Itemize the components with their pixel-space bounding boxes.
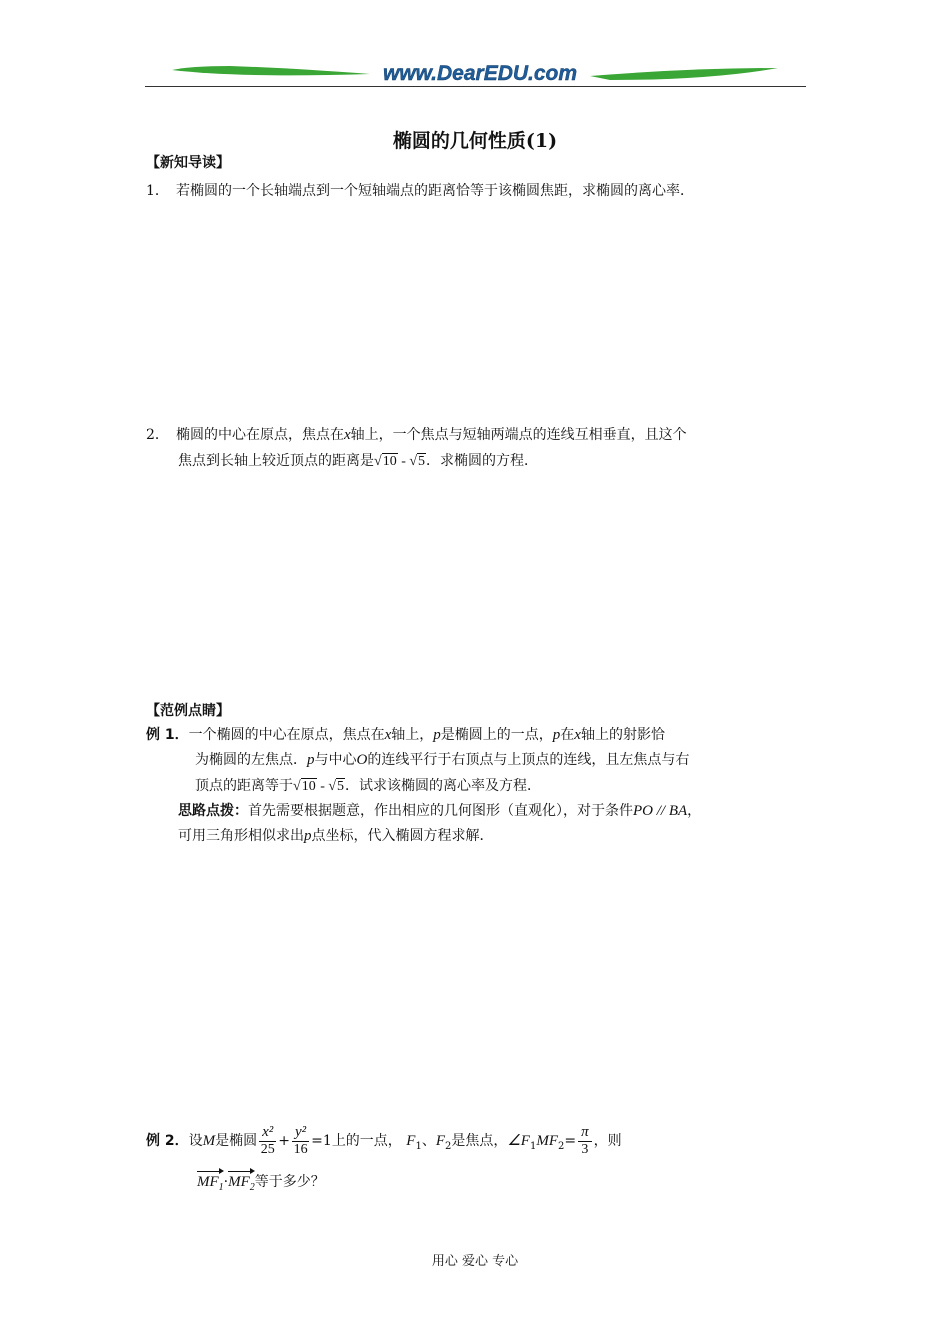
example-2-line-1: 例 2．设M是椭圆 $\frac{\text{x²}}{25}$ + $\frac{\text{y²}}{16}$ =1上的一点， $F_1$、$F_2$是焦点，$\angle F_1MF_2=$ $\frac{\pi}{3}$ ，则 <box>146 1124 622 1157</box>
sqrt-5: √5 <box>328 779 345 794</box>
vector-mf1: $MF_1$ <box>197 1168 224 1193</box>
question-2-line-1: 2． 椭圆的中心在原点，焦点在x轴上，一个焦点与短轴两端点的连线互相垂直，且这个 <box>146 427 687 443</box>
fraction-x2-25: $\frac{\text{x²}}{25}$ <box>260 1124 275 1157</box>
fraction-pi-3: $\frac{\pi}{3}$ <box>578 1124 592 1158</box>
example-1-line-1: 例 1．一个椭圆的中心在原点，焦点在x轴上，p是椭圆上的一点，p在x轴上的射影恰 <box>146 727 665 743</box>
fraction-y2-16: $\frac{\text{y²}}{16}$ <box>293 1124 308 1157</box>
sqrt-10: √10 <box>293 779 316 794</box>
page-footer: 用心 爱心 专心 <box>431 1254 519 1269</box>
page-title: 椭圆的几何性质(1) <box>392 130 558 152</box>
logo-text: www.DearEDU.com <box>382 62 578 85</box>
section-heading-examples: 【范例点睛】 <box>146 703 230 719</box>
example-1-hint-line-2: 可用三角形相似求出p点坐标，代入椭圆方程求解． <box>178 828 494 844</box>
header-rule <box>145 86 806 87</box>
sqrt-5: √5 <box>409 454 426 469</box>
section-heading-new-knowledge: 【新知导读】 <box>146 155 230 171</box>
example-1-hint: 思路点拨：首先需要根据题意，作出相应的几何图形（直观化），对于条件PO // BA， <box>178 803 702 819</box>
sqrt-10: √10 <box>374 454 397 469</box>
example-1-line-3: 顶点的距离等于√10 - √5．试求该椭圆的离心率及方程． <box>195 778 542 794</box>
header-logo <box>170 58 780 88</box>
logo-swoosh-right <box>590 68 778 80</box>
example-2-line-2: $MF_1\cdot MF_2$等于多少？ <box>197 1168 325 1193</box>
vector-mf2: $MF_2$ <box>228 1168 255 1193</box>
question-2-line-2: 焦点到长轴上较近顶点的距离是√10 - √5．求椭圆的方程． <box>178 453 539 469</box>
logo-swoosh-left <box>172 66 370 75</box>
question-1: 1． 若椭圆的一个长轴端点到一个短轴端点的距离恰等于该椭圆焦距，求椭圆的离心率． <box>146 183 694 199</box>
example-1-line-2: 为椭圆的左焦点．p与中心O的连线平行于右顶点与上顶点的连线，且左焦点与右 <box>195 752 690 768</box>
